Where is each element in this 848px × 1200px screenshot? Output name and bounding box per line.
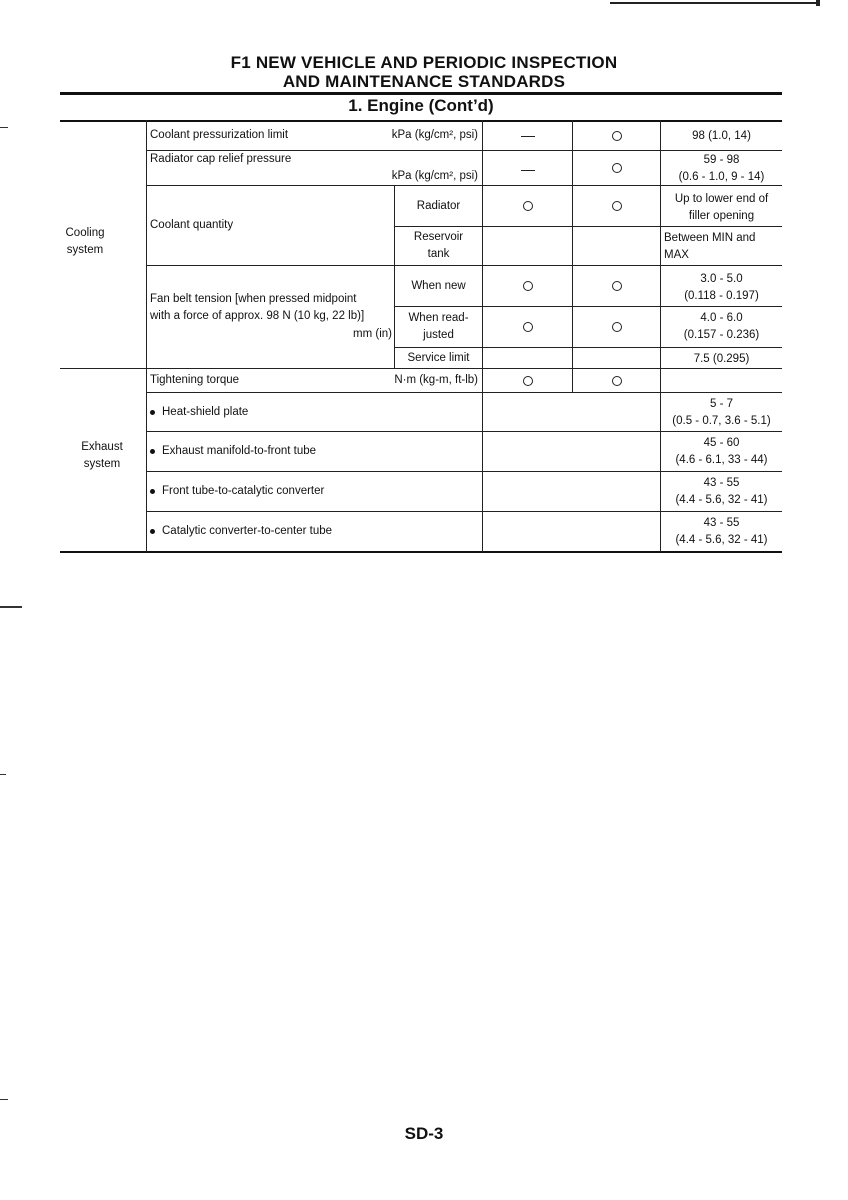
sub-item-line: justed (423, 329, 454, 341)
item-label: Heat-shield plate (162, 405, 249, 418)
margin-mark (0, 1099, 8, 1100)
value-line: 43 - 55 (703, 477, 740, 489)
exhaust-label-line: Exhaust (81, 441, 123, 453)
value-line: Up to lower end of (674, 193, 769, 205)
maintenance-standards-table (60, 120, 782, 554)
item-label: Coolant quantity (150, 218, 234, 231)
inspection-mark-circle (483, 307, 572, 347)
item-label: Catalytic converter-to-center tube (162, 525, 333, 537)
sub-item-label (395, 227, 482, 265)
bullet-icon (150, 489, 155, 494)
title-rule (60, 92, 782, 95)
value-line: (0.5 - 0.7, 3.6 - 5.1) (672, 415, 771, 427)
value-line: (4.4 - 5.6, 32 - 41) (675, 534, 768, 546)
item-label: Front tube-to-catalytic converter (162, 485, 325, 497)
value-line: (0.6 - 1.0, 9 - 14) (678, 170, 765, 183)
value-line: 43 - 55 (703, 517, 740, 529)
value-line: 4.0 - 6.0 (700, 312, 743, 324)
standard-value (661, 474, 782, 510)
standard-value (661, 309, 782, 345)
sub-item-line: Reservoir (413, 231, 464, 243)
circle-icon (612, 376, 622, 386)
group-divider (60, 368, 782, 369)
standard-value (661, 152, 782, 185)
circle-icon (612, 163, 622, 173)
section-heading: 1. Engine (Cont’d) (348, 96, 494, 115)
top-edge-mark (816, 0, 820, 6)
circle-icon (612, 131, 622, 141)
item-label: Tightening torque (150, 373, 240, 386)
standard-value (661, 190, 782, 226)
margin-mark (0, 774, 6, 775)
item-label: Radiator cap relief pressure (150, 152, 292, 165)
circle-icon (612, 201, 622, 211)
inspection-mark-circle (483, 266, 572, 306)
maintenance-mark-circle (573, 307, 660, 347)
item-label: Fan belt tension [when pressed midpoint (150, 292, 357, 305)
list-item (150, 512, 470, 551)
sub-item-label: Radiator (416, 199, 461, 212)
maintenance-mark-circle (573, 186, 660, 226)
circle-icon (523, 201, 533, 211)
inspection-mark-dash (483, 158, 572, 182)
value-line: 45 - 60 (703, 437, 740, 449)
standard-value: 7.5 (0.295) (693, 352, 750, 365)
unit-label: mm (in) (353, 327, 392, 340)
list-item (150, 432, 470, 471)
standard-value: 98 (1.0, 14) (692, 129, 751, 142)
dash-icon (521, 136, 535, 137)
item-label: Exhaust manifold-to-front tube (162, 445, 317, 457)
exhaust-system-label (76, 438, 128, 474)
unit-label: kPa (kg/cm², psi) (391, 128, 478, 141)
circle-icon (523, 322, 533, 332)
value-line: 5 - 7 (709, 398, 733, 410)
list-item (150, 393, 470, 431)
value-line: (0.118 - 0.197) (684, 290, 759, 302)
value-line: 59 - 98 (703, 153, 740, 166)
table-top-rule (60, 120, 782, 122)
sub-item-line: When read- (408, 312, 469, 324)
margin-mark (0, 127, 8, 128)
sub-item-label (395, 307, 482, 347)
inspection-mark-circle (483, 370, 572, 392)
column-divider (146, 120, 147, 552)
value-line: filler opening (688, 210, 755, 222)
dash-icon (521, 170, 535, 171)
value-line: Between MIN and (664, 232, 756, 244)
top-edge-rule (610, 2, 820, 4)
unit-label: N·m (kg-m, ft-lb) (394, 373, 478, 386)
value-line: (4.6 - 6.1, 33 - 44) (675, 454, 768, 466)
sub-item-label: Service limit (407, 351, 470, 364)
value-line: (0.157 - 0.236) (683, 329, 760, 341)
maintenance-mark-circle (573, 370, 660, 392)
item-label: with a force of approx. 98 N (10 kg, 22 lb)] (150, 309, 365, 322)
cooling-system-label (60, 224, 110, 260)
page-title-line-2: AND MAINTENANCE STANDARDS (282, 72, 566, 91)
maintenance-mark-circle (573, 266, 660, 306)
bullet-icon (150, 410, 155, 415)
page-number: SD-3 (404, 1124, 444, 1143)
standard-value (661, 514, 782, 550)
standard-value (661, 434, 782, 470)
maintenance-mark-circle (573, 122, 660, 150)
value-line: (4.4 - 5.6, 32 - 41) (675, 494, 768, 506)
inspection-mark-dash (483, 122, 572, 150)
standard-value (661, 270, 782, 306)
inspection-mark-circle (483, 186, 572, 226)
table-bottom-rule (60, 551, 782, 553)
bullet-icon (150, 529, 155, 534)
circle-icon (612, 322, 622, 332)
standard-value (664, 229, 782, 265)
sub-item-line: tank (427, 248, 450, 260)
bullet-icon (150, 449, 155, 454)
value-line: 3.0 - 5.0 (700, 273, 743, 285)
circle-icon (523, 281, 533, 291)
value-line: MAX (664, 249, 689, 261)
circle-icon (612, 281, 622, 291)
item-label: Coolant pressurization limit (150, 128, 289, 141)
sub-item-label: When new (411, 279, 466, 292)
circle-icon (523, 376, 533, 386)
cooling-label-line: Cooling (65, 227, 105, 239)
standard-value (661, 395, 782, 431)
exhaust-label-line: system (83, 458, 121, 470)
maintenance-mark-circle (573, 156, 660, 180)
list-item (150, 472, 470, 511)
margin-mark (0, 606, 22, 608)
page-title-line-1: F1 NEW VEHICLE AND PERIODIC INSPECTION (230, 53, 618, 72)
cooling-label-line: system (66, 244, 104, 256)
unit-label: kPa (kg/cm², psi) (391, 170, 478, 182)
